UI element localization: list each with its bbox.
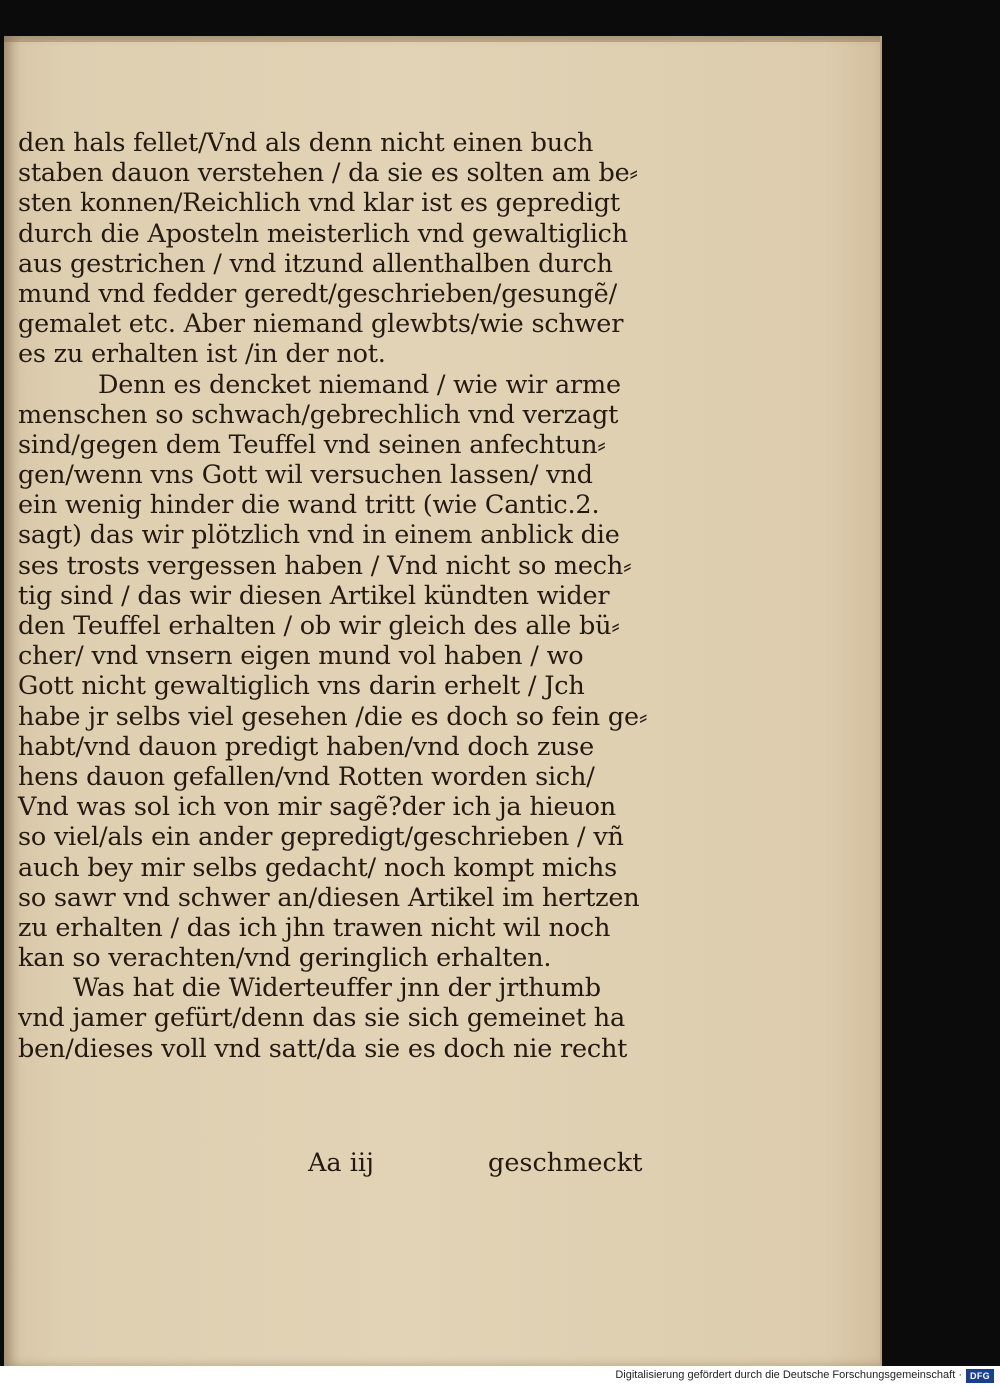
book-page xyxy=(4,36,882,1366)
text-line: aus gestrichen / vnd itzund allenthalben durch xyxy=(18,248,613,279)
text-line: zu erhalten / das ich jhn trawen nicht wil noch xyxy=(18,912,611,943)
text-line: so sawr vnd schwer an/diesen Artikel im hertzen xyxy=(18,882,640,913)
text-line: sagt) das wir plötzlich vnd in einem anblick die xyxy=(18,520,620,551)
text-line: hens dauon gefallen/vnd Rotten worden sich/ xyxy=(18,761,595,792)
signature-mark: Aa iij xyxy=(308,1148,374,1178)
text-line: kan so verachten/vnd geringlich erhalten. xyxy=(18,943,552,974)
text-line: es zu erhalten ist /in der not. xyxy=(18,339,386,370)
text-line: tig sind / das wir diesen Artikel kündten wider xyxy=(18,580,610,611)
text-line: menschen so schwach/gebrechlich vnd verzagt xyxy=(18,399,619,430)
catchword: geschmeckt xyxy=(488,1148,643,1178)
text-line: mund vnd fedder geredt/geschrieben/gesungẽ/ xyxy=(18,278,617,309)
text-line: durch die Aposteln meisterlich vnd gewaltiglich xyxy=(18,218,628,249)
text-line: ein wenig hinder die wand tritt (wie Cantic.2. xyxy=(18,490,600,521)
text-line: gen/wenn vns Gott wil versuchen lassen/ vnd xyxy=(18,460,593,491)
text-line: Gott nicht gewaltiglich vns darin erhelt / Jch xyxy=(18,671,585,702)
page-text-block xyxy=(18,128,658,1064)
text-line: ben/dieses voll vnd satt/da sie es doch nie recht xyxy=(18,1033,628,1064)
text-line: den hals fellet/Vnd als denn nicht einen buch xyxy=(18,128,594,158)
text-line: habt/vnd dauon predigt haben/vnd doch zuse xyxy=(18,731,595,762)
text-line: Denn es dencket niemand / wie wir arme xyxy=(98,369,621,400)
text-line: den Teuffel erhalten / ob wir gleich des alle bü⸗ xyxy=(18,611,620,641)
text-line: Was hat die Widerteuffer jnn der jrthumb xyxy=(73,973,601,1004)
text-line: sind/gegen dem Teuffel vnd seinen anfechtun⸗ xyxy=(18,429,606,460)
text-line: Vnd was sol ich von mir sagẽ?der ich ja hieuon xyxy=(18,792,617,823)
text-line: auch bey mir selbs gedacht/ noch kompt michs xyxy=(18,852,618,883)
text-line: gemalet etc. Aber niemand glewbts/wie schwer xyxy=(18,309,624,340)
text-line: habe jr selbs viel gesehen /die es doch so fein ge⸗ xyxy=(18,701,648,732)
text-line: cher/ vnd vnsern eigen mund vol haben / wo xyxy=(18,641,584,672)
text-line: staben dauon verstehen / da sie es solten am be⸗ xyxy=(18,158,638,189)
text-line: sten konnen/Reichlich vnd klar ist es gepredigt xyxy=(18,188,620,219)
text-line: so viel/als ein ander gepredigt/geschrieben / vñ xyxy=(18,822,624,853)
dfg-logo: DFG xyxy=(966,1369,994,1383)
footer-bar xyxy=(0,1366,1000,1389)
funding-notice: Digitalisierung gefördert durch die Deutsche Forschungsgemeinschaft · xyxy=(615,1369,962,1381)
catch-line xyxy=(4,1148,664,1180)
text-line: vnd jamer gefürt/denn das sie sich gemeinet ha xyxy=(18,1003,625,1034)
text-line: ses trosts vergessen haben / Vnd nicht so mech⸗ xyxy=(18,550,632,581)
